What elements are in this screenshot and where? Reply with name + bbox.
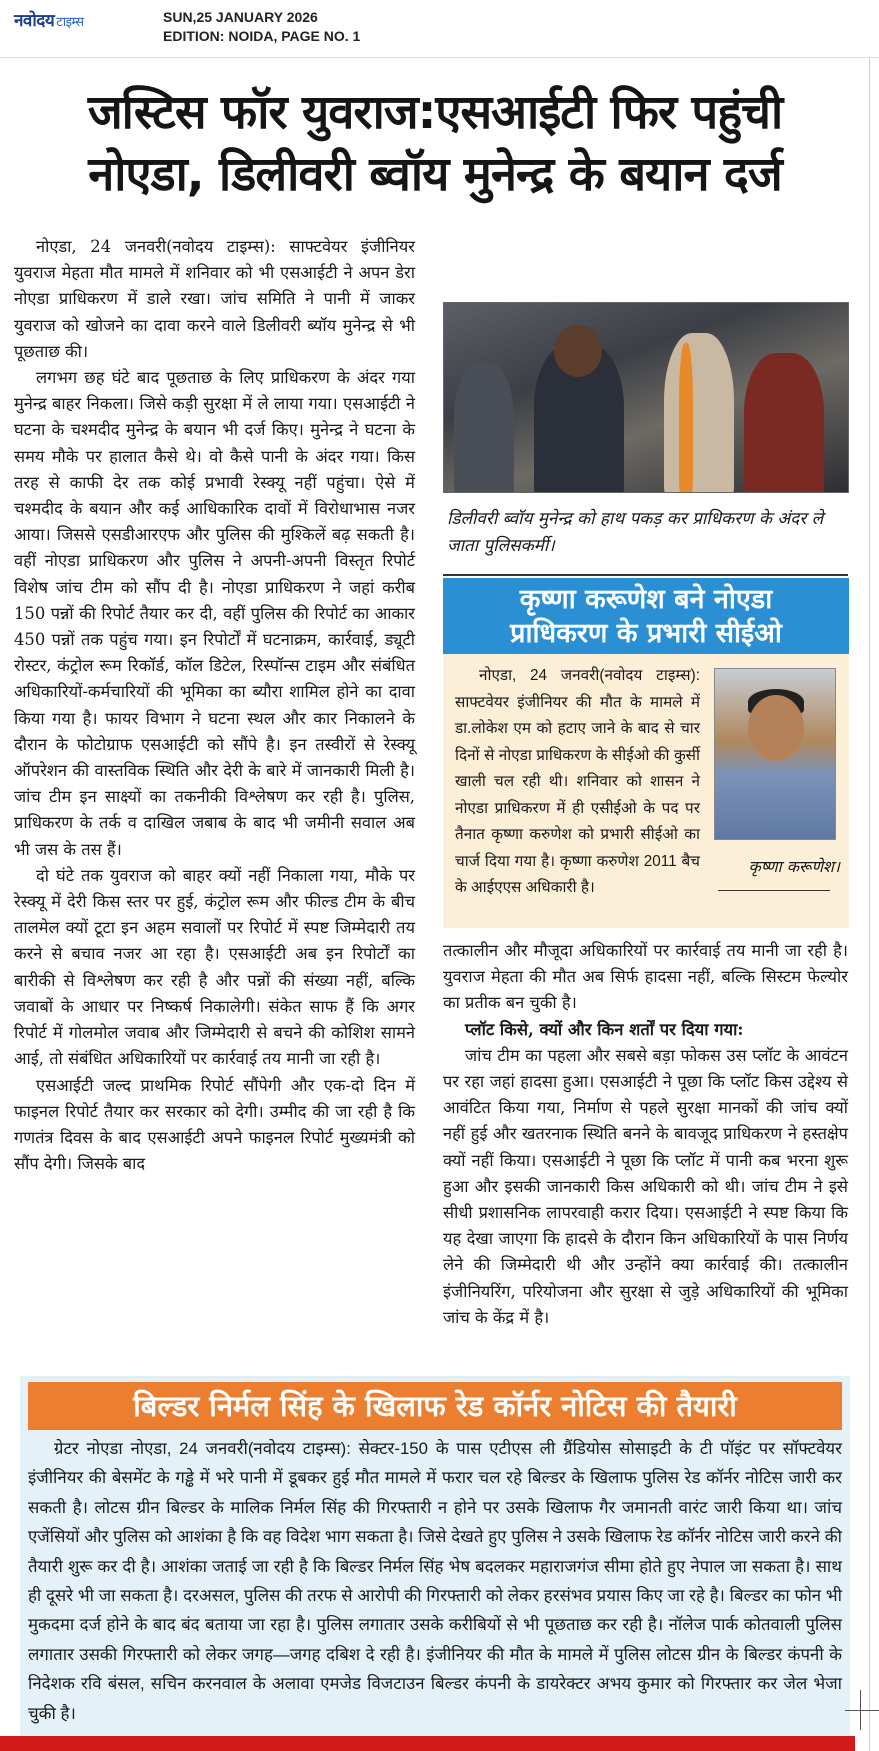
story-paragraph: एसआईटी जल्द प्राथमिक रिपोर्ट सौंपेगी और एक-दो दिन में फाइनल रिपोर्ट तैयार कर सरकार को देगी। उम्मीद की जा रही है कि गणतंत्र दिवस के बाद एसआईटी अपने फाइनल रिपोर्ट मुख्यमंत्री को सौंप देगी। जिसके बाद [14,1075,415,1174]
main-headline [8,82,862,206]
portrait-caption: कृष्णा करूणेश। [748,857,840,876]
main-story-left-column [14,234,415,1177]
story-subheading: प्लॉट किसे, क्यों और किन शर्तों पर दिया गया: [465,1019,744,1039]
newspaper-page [0,58,870,1751]
logo-sub: टाइम्स [56,15,84,30]
builder-story-text [28,1434,842,1728]
portrait-face [748,695,804,761]
divider-rule [443,574,848,576]
photo-caption: डिलीवरी ब्वॉय मुनेन्द्र को हाथ पकड़ कर प्राधिकरण के अंदर ले जाता पुलिसकर्मी। [447,509,824,556]
crop-mark-icon [845,1710,879,1711]
ceo-title-line-1: कृष्णा करूणेश बने नोएडा [519,584,773,615]
photo-figure-scarf [679,343,693,493]
page-bottom-strip [0,1736,855,1751]
edition-date: SUN,25 JANUARY 2026 [163,9,318,25]
ceo-box-text [455,663,700,902]
photo-figure-crowd [454,363,514,493]
newspaper-logo[interactable] [14,8,84,31]
news-photo-munendra [443,302,849,493]
logo-main: नवोदय [14,11,55,31]
story-paragraph: जांच टीम का पहला और सबसे बड़ा फोकस उस प्लॉट के आवंटन पर रहा जहां हादसा हुआ। एसआईटी ने पूछा कि प्लॉट किस उद्देश्य से आवंटित किया गया, निर्माण से पहले सुरक्षा मानकों की जांच क्यों नहीं हुई और खतरनाक स्थिति बनने के बावजूद प्राधिकरण ने हस्तक्षेप क्यों नहीं किया। एसआईटी ने पूछा कि प्लॉट में पानी कब भरना शुरू हुआ और इसकी जानकारी किस अधिकारी को थी। जांच टीम ने इसे सीधी प्रशासनिक लापरवाही करार दिया। एसआईटी ने स्पष्ट किया कि यह देखा जाएगा कि हादसे के दौरान किन अधिकारियों के पास निर्णय लेने की जिम्मेदारी थी और उन्होंने क्या कार्रवाई की। तत्कालीन इंजीनियरिंग, परियोजना और सुरक्षा से जुड़े अधिकारियों की भूमिका जांच के केंद्र में है। [443,1045,848,1327]
main-story-right-column [443,938,848,1331]
caption-rule [718,890,830,891]
story-paragraph: लगभग छह घंटे बाद पूछताछ के लिए प्राधिकरण के अंदर गया मुनेन्द्र बाहर निकला। जिसे कड़ी सुरक्षा में ले लाया गया। एसआईटी ने घटना के चश्मदीद मुनेन्द्र के बयान भी दर्ज किए। मुनेन्द्र ने घटना के समय मौके पर हालात कैसे थे। वो कैसे पानी के अंदर गया। किस तरह से काफी देर तक कोई प्रभावी रेस्क्यू नहीं पहुंचा। ऐसे में चश्मदीद के बयान और कई आधिकारिक दावों में विरोधाभास नजर आया। जिससे एसडीआरएफ और पुलिस की मुश्किलें बढ़ सकती है। वहीं नोएडा प्राधिकरण और पुलिस ने अपनी-अपनी विस्तृत रिपोर्ट विशेष जांच टीम को सौंप दी है। नोएडा प्राधिकरण ने जहां करीब 150 पन्नों की रिपोर्ट तैयार कर दी, वहीं पुलिस की रिपोर्ट का आकार 450 पन्नों तक पहुंच गया। इन रिपोर्टों में घटनाक्रम, कार्रवाई, ड्यूटी रोस्टर, कंट्रोल रूम रिकॉर्ड, कॉल डिटेल, रिस्पॉन्स टाइम और संबंधित अधिकारियों-कर्मचारियों की भूमिका का ब्यौरा शामिल होने का दावा किया गया है। फायर विभाग ने घटना स्थल और कार निकालने के दौरान के फोटोग्राफ एसआईटी को सौंपे है। इन तस्वीरों से रेस्क्यू ऑपरेशन की वास्तविक स्थिति और देरी के बारे में जानकारी मिली है। जांच टीम इन साक्ष्यों का तकनीकी विश्लेषण कर रही है। पुलिस, प्राधिकरण के तर्क व दाखिल जबाब के बाद भी जमीनी सवाल अब भी जस के तस हैं। [14,368,415,859]
photo-figure-munendra [664,333,734,493]
edition-info [163,8,360,46]
headline-line-2: नोएडा, डिलीवरी ब्वॉय मुनेन्द्र के बयान दर्ज [88,147,782,202]
story-paragraph: नोएडा, 24 जनवरी(नवोदय टाइम्स): साफ्टवेयर इंजीनियर युवराज मेहता मौत मामले में शनिवार को भी एसआईटी ने अपन डेरा नोएडा प्राधिकरण में डाले रखा। जांच समिति ने पानी में जाकर युवराज को खोजने का दावा करने वाले डिलीवरी ब्यॉय मुनेन्द्र से भी पूछताछ की। [14,237,415,361]
ceo-box-paragraph: नोएडा, 24 जनवरी(नवोदय टाइम्स): साफ्टवेयर इंजीनियर की मौत के मामले में डा.लोकेश एम को हटाए जाने के बाद से चार दिनों से नोएडा प्राधिकरण के सीईओ की कुर्सी खाली चल रही थी। शनिवार को शासन ने नोएडा प्राधिकरण में ही एसीईओ के पद पर तैनात कृष्णा करुणेश को प्रभारी सीईओ का चार्ज दिया गया है। कृष्णा करुणेश 2011 बैच के आईएएस अधिकारी है। [455,667,700,896]
story-paragraph: दो घंटे तक युवराज को बाहर क्यों नहीं निकाला गया, मौके पर रेस्क्यू में देरी किस स्तर पर हुई, कंट्रोल रूम और फील्ड टीम के बीच तालमेल क्यों टूटा इन अहम सवालों पर रिपोर्ट में स्पष्ट जिम्मेदारी तय करने से बचाव नजर आ रहा है। एसआईटी अब इन रिपोर्टों का बारीकी से विश्लेषण कर रही है और पन्नों की संख्या नहीं, बल्कि जवाबों के आधार पर निष्कर्ष निकालेगी। संकेत साफ हैं कि अगर रिपोर्ट में गोलमोल जवाब और जिम्मेदारी से बचने की कोशिश सामने आई, तो संबंधित अधिकारियों पर कार्रवाई तय मानी जा रही है। [14,865,415,1069]
ceo-title-line-2: प्राधिकरण के प्रभारी सीईओ [510,618,782,649]
photo-figure-bystander [744,353,824,493]
photo-figure-head [554,325,602,377]
masthead [0,0,879,58]
story-continued-paragraph: तत्कालीन और मौजूदा अधिकारियों पर कार्रवाई तय मानी जा रही है। युवराज मेहता की मौत अब सिर्फ हादसा नहीं, बल्कि सिस्टम फेल्योर का प्रतीक बन चुकी है। [443,941,848,1013]
builder-story-paragraph: ग्रेटर नोएडा नोएडा, 24 जनवरी(नवोदय टाइम्स): सेक्टर-150 के पास एटीएस ली ग्रैंडियोस सोसाइटी के टी पॉइंट पर सॉफ्टवेयर इंजीनियर की बेसमेंट के गड्ढे में भरे पानी में डूबकर हुई मौत मामले में फरार चल रहे बिल्डर के खिलाफ पुलिस रेड कॉर्नर नोटिस जारी कर सकती है। लोटस ग्रीन बिल्डर के मालिक निर्मल सिंह की गिरफ्तारी न होने पर उसके खिलाफ गैर जमानती वारंट जारी किया था। जांच एजेंसियों और पुलिस को आशंका है कि वह विदेश भाग सकता है। जिसे देखते हुए पुलिस ने उसके खिलाफ रेड कॉर्नर नोटिस जारी करने की तैयारी शुरू कर दी है। आशंका जताई जा रही है कि बिल्डर निर्मल सिंह भेष बदलकर महाराजगंज सीमा होते हुए नेपाल जा सकता है। साथ ही दूसरे भी जा सकता है। दरअसल, पुलिस की तरफ से आरोपी की गिरफ्तारी को लेकर हरसंभव प्रयास किए जा रहे है। बिल्डर का फोन भी मुकदमा दर्ज होने के बाद बंद बताया जा रहा है। पुलिस लगातार उसके करीबियों से भी पूछताछ कर रही है। नॉलेज पार्क कोतवाली पुलिस लगातार उसकी गिरफ्तारी को लेकर जगह—जगह दबिश दे रही है। इंजीनियर की मौत के मामले में पुलिस लोटस ग्रीन के बिल्डर कंपनी के निदेशक रवि बंसल, सचिन करनवाल के अलावा एमजेड विजटाउन बिल्डर कंपनी के डायरेक्टर अभय कुमार को गिरफ्तार कर जेल भेजा चुकी है। [28,1439,842,1723]
builder-story-title: बिल्डर निर्मल सिंह के खिलाफ रेड कॉर्नर नोटिस की तैयारी [28,1382,842,1430]
edition-page: EDITION: NOIDA, PAGE NO. 1 [163,28,361,44]
headline-line-1: जस्टिस फॉर युवराज:एसआईटी फिर पहुंची [87,85,783,140]
ceo-box-title [443,578,849,654]
portrait-krishna-karunesh [714,668,836,840]
